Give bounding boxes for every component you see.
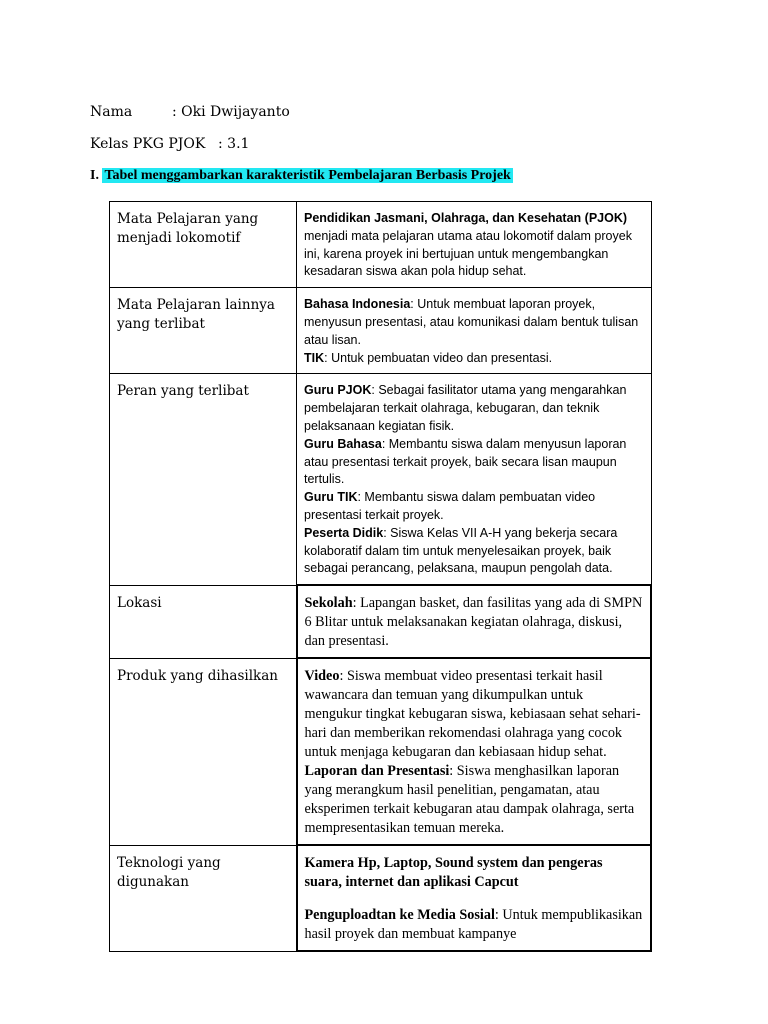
table-row [110, 658, 652, 845]
item-text: : Siswa menghasilkan laporan yang merangkum hasil penelitian, pengamatan, atau eksperimen terkait kebugaran atau dampak olahraga, serta mempresentasikan temuan mereka. [304, 763, 635, 837]
item-text: : Untuk mempublikasikan hasil proyek dan membuat kampanye [304, 907, 643, 943]
row-item [305, 594, 644, 651]
item-text: : Membantu siswa dalam pembuatan video presentasi terkait proyek. [304, 490, 596, 522]
row-item [304, 350, 644, 368]
row-content [297, 374, 652, 585]
class-line [90, 136, 249, 152]
name-value: : Oki Dwijayanto [172, 104, 290, 120]
item-text: : Untuk pembuatan video dan presentasi. [324, 350, 553, 365]
row-content [297, 845, 652, 951]
item-bold: Peserta Didik [304, 525, 384, 540]
paragraph-gap [305, 892, 644, 906]
table-row [110, 288, 652, 374]
row-label: Peran yang terlibat [110, 374, 297, 585]
row-content [297, 202, 652, 288]
row-item [304, 489, 644, 525]
row-item [304, 436, 644, 489]
row-label: Mata Pelajaran yang menjadi lokomotif [110, 202, 297, 288]
table-row [110, 202, 652, 288]
row-item [304, 382, 644, 435]
item-bold: Sekolah [304, 595, 353, 612]
name-line [90, 104, 290, 120]
item-text: menjadi mata pelajaran utama atau lokomotif dalam proyek ini, karena proyek ini bertujuan untuk mengembangkan kesadaran siswa akan pola hidup sehat. [304, 228, 632, 279]
item-text: : Lapangan basket, dan fasilitas yang ada di SMPN 6 Blitar untuk melaksanakan kegiatan olahraga, diskusi, dan presentasi. [304, 595, 643, 650]
item-text: : Siswa membuat video presentasi terkait hasil wawancara dan temuan yang dikumpulkan untuk mengukur tingkat kebugaran siswa, kebiasaan sehat sehari-hari dan memberikan rekomendasi olahraga yang cocok untuk menjaga kebugaran dan kebiasaan hidup sehat. [304, 668, 641, 761]
row-item [304, 525, 644, 578]
row-item [305, 854, 644, 892]
row-content [297, 585, 652, 658]
row-label: Teknologi yang digunakan [110, 845, 297, 951]
item-bold: Pendidikan Jasmani, Olahraga, dan Kesehatan (PJOK) [304, 211, 628, 225]
item-bold: Penguploadtan ke Media Sosial [304, 907, 495, 924]
table-row [110, 374, 652, 585]
item-bold: Kamera Hp, Laptop, Sound system dan pengeras suara, internet dan aplikasi Capcut [304, 855, 603, 891]
item-bold: Bahasa Indonesia [304, 297, 411, 312]
item-bold: Video [304, 668, 340, 685]
item-text: : Untuk membuat laporan proyek, menyusun presentasi, atau komunikasi dalam bentuk tulisan atau lisan. [304, 297, 639, 347]
item-bold: Laporan dan Presentasi [304, 763, 450, 780]
row-item [304, 296, 644, 349]
row-item [304, 210, 644, 281]
class-label: Kelas PKG PJOK [90, 136, 206, 152]
row-item [305, 762, 644, 838]
section-title: Tabel menggambarkan karakteristik Pembelajaran Berbasis Projek [104, 168, 511, 183]
section-number: I. [90, 168, 99, 183]
section-heading [90, 168, 513, 184]
item-bold: Guru Bahasa [304, 436, 382, 451]
characteristics-table [109, 201, 652, 952]
item-bold: Guru TIK [304, 490, 358, 505]
row-label: Produk yang dihasilkan [110, 658, 297, 845]
row-content [297, 658, 652, 845]
item-bold: TIK [304, 350, 325, 365]
name-label: Nama [90, 104, 133, 120]
item-bold: Guru PJOK [304, 383, 372, 398]
row-content [297, 288, 652, 374]
table-row [110, 845, 652, 951]
class-value: : 3.1 [218, 136, 250, 152]
row-item [305, 667, 644, 762]
item-text: : Sebagai fasilitator utama yang mengarahkan pembelajaran terkait olahraga, kebugaran, dan teknik pelaksanaan kegiatan fisik. [304, 383, 627, 433]
row-label: Lokasi [110, 585, 297, 658]
item-text: : Membantu siswa dalam menyusun laporan atau presentasi terkait proyek, baik secara lisan maupun tertulis. [304, 436, 627, 487]
table-row [110, 585, 652, 658]
row-label: Mata Pelajaran lainnya yang terlibat [110, 288, 297, 374]
item-text: : Siswa Kelas VII A-H yang bekerja secara kolaboratif dalam tim untuk menyelesaikan proyek, baik sebagai perancang, pelaksana, maupun pengolah data. [304, 525, 618, 576]
row-item [305, 906, 644, 944]
